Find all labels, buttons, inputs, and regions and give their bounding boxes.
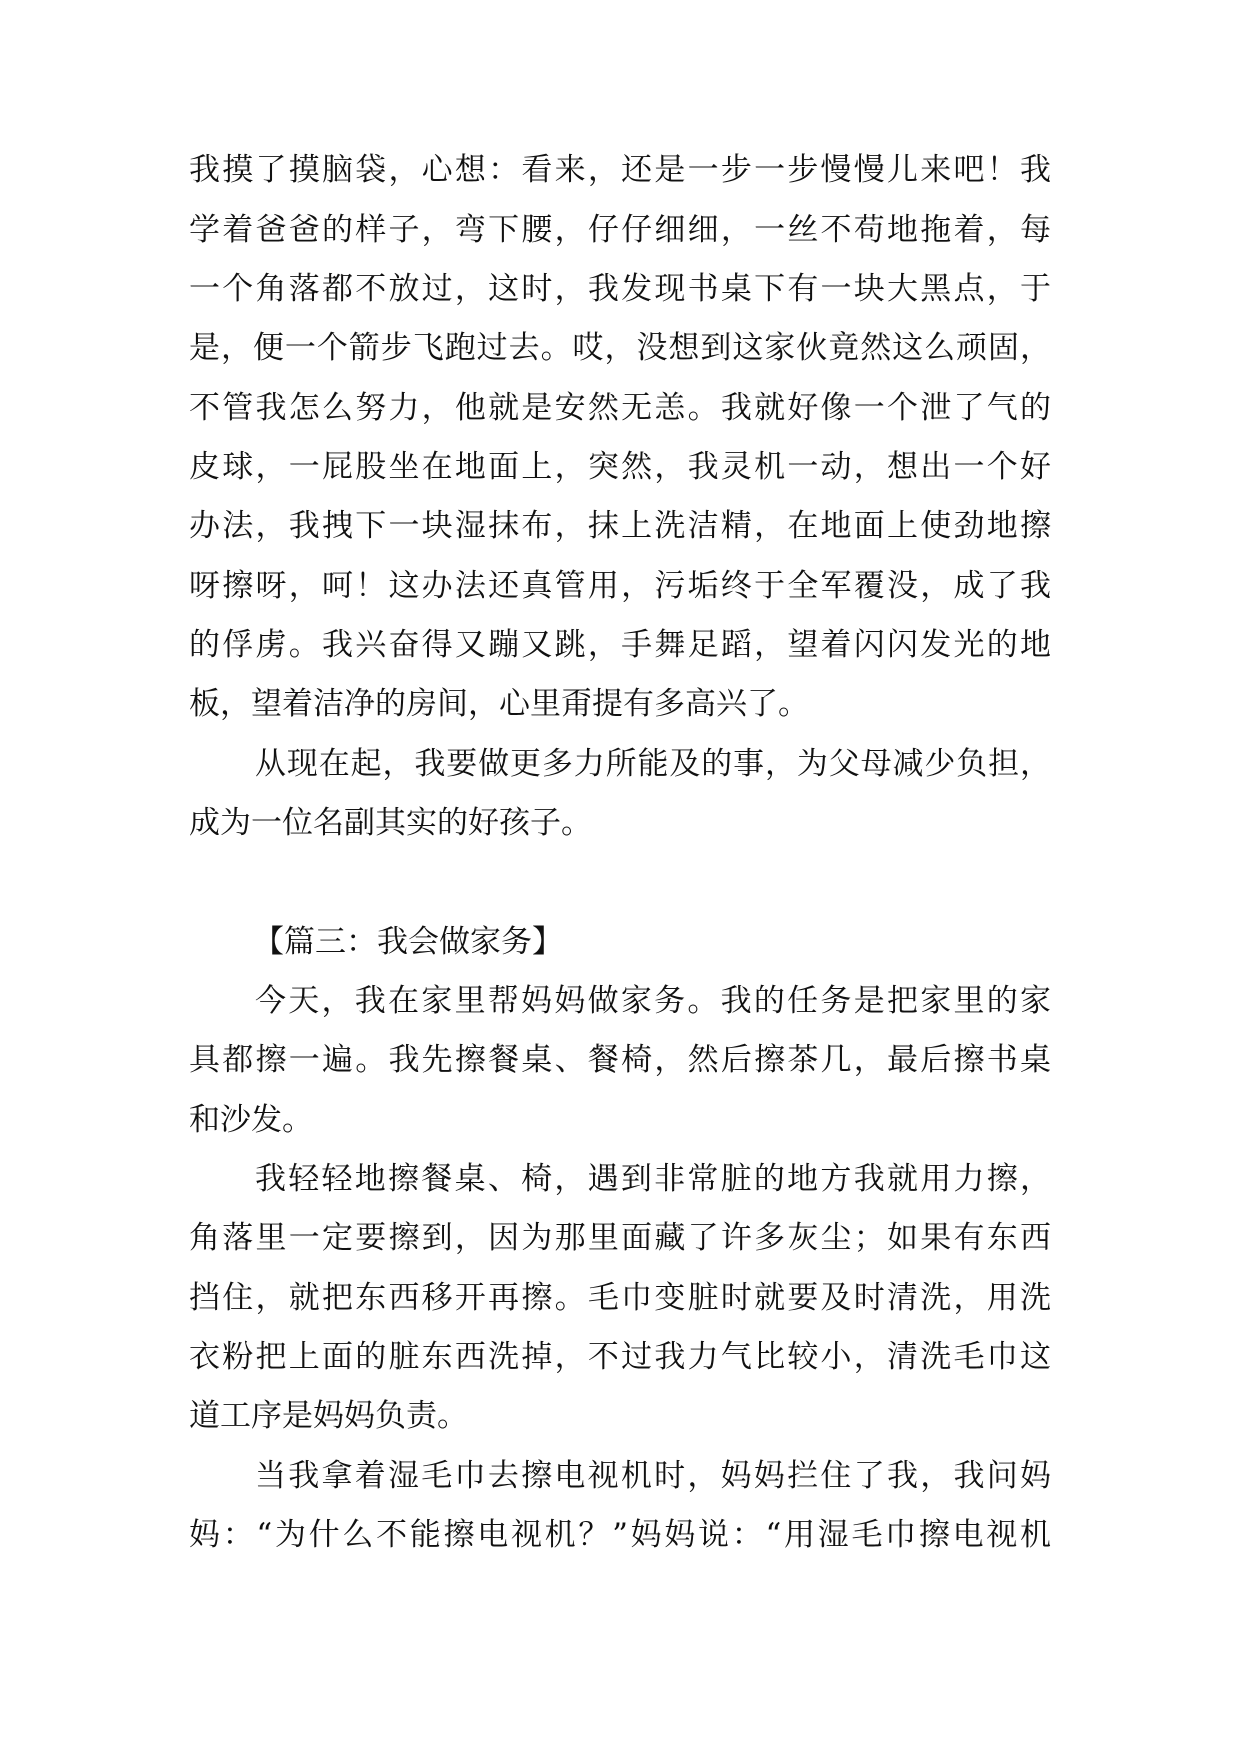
text-line: 道工序是妈妈负责。 bbox=[189, 1398, 468, 1434]
text-line: 挡住，就把东西移开再擦。毛巾变脏时就要及时清洗，用洗 bbox=[189, 1280, 1051, 1316]
text-line: 角落里一定要擦到，因为那里面藏了许多灰尘；如果有东西 bbox=[189, 1220, 1051, 1256]
paragraph-first-line: 当我拿着湿毛巾去擦电视机时，妈妈拦住了我，我问妈 bbox=[255, 1458, 1051, 1494]
paragraph-first-line: 今天，我在家里帮妈妈做家务。我的任务是把家里的家 bbox=[255, 983, 1051, 1019]
text-line: 不管我怎么努力，他就是安然无恙。我就好像一个泄了气的 bbox=[189, 390, 1051, 426]
text-line: 办法，我拽下一块湿抹布，抹上洗洁精，在地面上使劲地擦 bbox=[189, 508, 1051, 544]
text-line: 衣粉把上面的脏东西洗掉，不过我力气比较小，清洗毛巾这 bbox=[189, 1339, 1051, 1375]
text-line: 和沙发。 bbox=[189, 1102, 313, 1138]
text-line: 具都擦一遍。我先擦餐桌、餐椅，然后擦茶几，最后擦书桌 bbox=[189, 1042, 1051, 1078]
text-line: 妈：“为什么不能擦电视机？”妈妈说：“用湿毛巾擦电视机 bbox=[189, 1517, 1051, 1553]
paragraph-first-line: 从现在起，我要做更多力所能及的事，为父母减少负担， bbox=[255, 746, 1051, 782]
text-line: 我摸了摸脑袋，心想：看来，还是一步一步慢慢儿来吧！我 bbox=[189, 152, 1051, 188]
text-line: 成为一位名副其实的好孩子。 bbox=[189, 805, 592, 841]
text-line: 一个角落都不放过，这时，我发现书桌下有一块大黑点，于 bbox=[189, 271, 1051, 307]
text-line: 是，便一个箭步飞跑过去。哎，没想到这家伙竟然这么顽固， bbox=[189, 330, 1051, 366]
text-line: 的俘虏。我兴奋得又蹦又跳，手舞足蹈，望着闪闪发光的地 bbox=[189, 627, 1051, 663]
text-line: 学着爸爸的样子，弯下腰，仔仔细细，一丝不苟地拖着，每 bbox=[189, 212, 1051, 248]
text-line: 板，望着洁净的房间，心里甭提有多高兴了。 bbox=[189, 686, 809, 722]
section-heading: 【篇三：我会做家务】 bbox=[253, 924, 563, 960]
paragraph-first-line: 我轻轻地擦餐桌、椅，遇到非常脏的地方我就用力擦， bbox=[255, 1161, 1051, 1197]
text-line: 呀擦呀，呵！这办法还真管用，污垢终于全军覆没，成了我 bbox=[189, 568, 1051, 604]
text-line: 皮球，一屁股坐在地面上，突然，我灵机一动，想出一个好 bbox=[189, 449, 1051, 485]
